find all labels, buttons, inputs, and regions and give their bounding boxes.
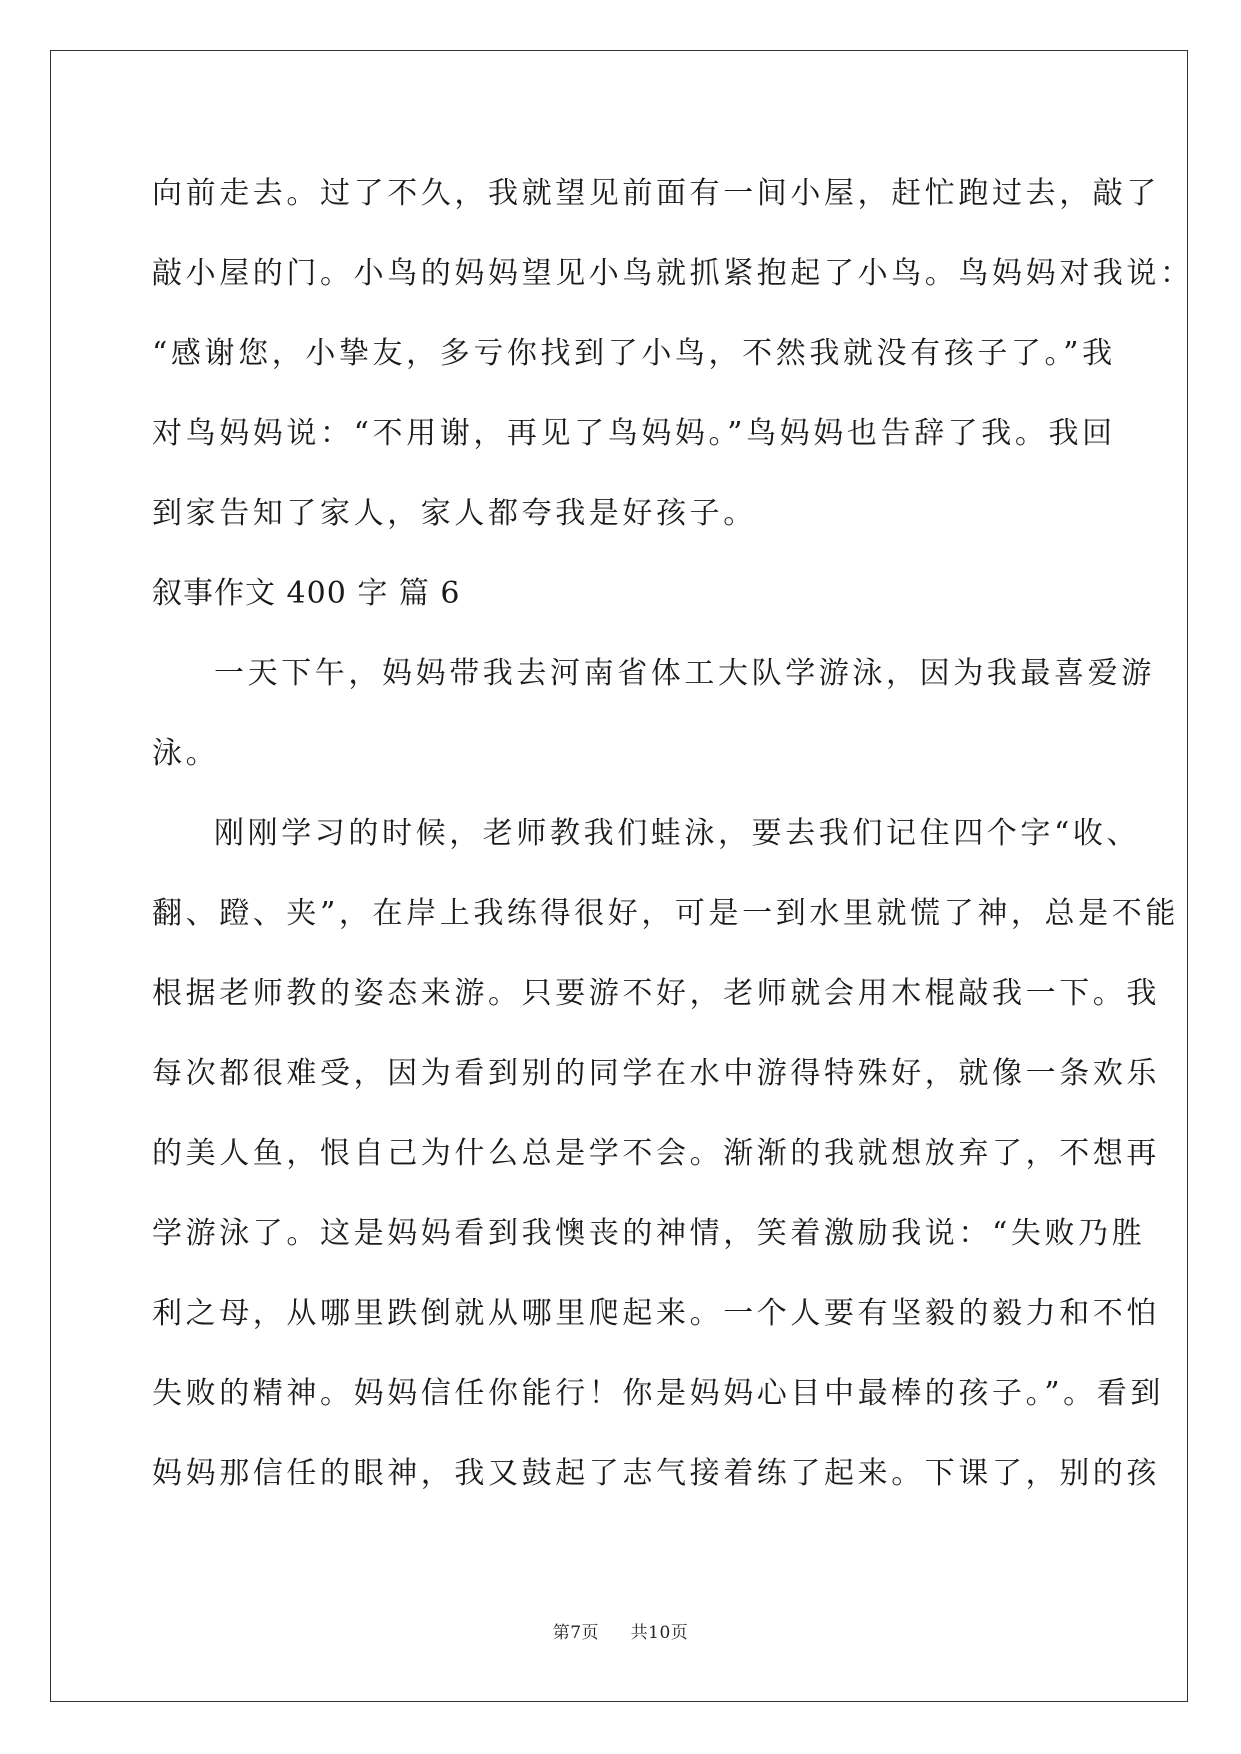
text-line: 学游泳了。这是妈妈看到我懊丧的神情，笑着激励我说：“失败乃胜 — [152, 1216, 1146, 1251]
text-line: 到家告知了家人，家人都夸我是好孩子。 — [152, 496, 757, 531]
text-line: 翻、蹬、夹”，在岸上我练得很好，可是一到水里就慌了神，总是不能 — [152, 896, 1179, 931]
document-body — [152, 154, 1194, 1514]
page-number: 第7页 — [552, 1623, 600, 1643]
text-line: 妈妈那信任的眼神，我又鼓起了志气接着练了起来。下课了，别的孩 — [152, 1456, 1160, 1491]
text-line: 对鸟妈妈说：“不用谢，再见了鸟妈妈。”鸟妈妈也告辞了我。我回 — [152, 416, 1116, 451]
text-line: 向前走去。过了不久，我就望见前面有一间小屋，赶忙跑过去，敲了 — [152, 176, 1160, 211]
paragraph-first-line: 刚刚学习的时候，老师教我们蛙泳，要去我们记住四个字“收、 — [214, 816, 1141, 851]
text-line: 泳。 — [152, 736, 220, 771]
paragraph-first-line: 一天下午，妈妈带我去河南省体工大队学游泳，因为我最喜爱游 — [214, 656, 1155, 691]
text-line: 每次都很难受，因为看到别的同学在水中游得特殊好，就像一条欢乐 — [152, 1056, 1160, 1091]
text-line: 失败的精神。妈妈信任你能行！你是妈妈心目中最棒的孩子。”。看到 — [152, 1376, 1164, 1411]
text-line: 敲小屋的门。小鸟的妈妈望见小鸟就抓紧抱起了小鸟。鸟妈妈对我说： — [152, 256, 1194, 291]
text-line: 根据老师教的姿态来游。只要游不好，老师就会用木棍敲我一下。我 — [152, 976, 1160, 1011]
text-line: “感谢您，小挚友，多亏你找到了小鸟，不然我就没有孩子了。”我 — [152, 336, 1116, 371]
section-heading: 叙事作文 400 字 篇 6 — [152, 576, 461, 611]
page-total: 共10页 — [630, 1623, 689, 1643]
text-line: 的美人鱼，恨自己为什么总是学不会。渐渐的我就想放弃了，不想再 — [152, 1136, 1160, 1171]
page-footer — [0, 1618, 1241, 1643]
text-line: 利之母，从哪里跌倒就从哪里爬起来。一个人要有坚毅的毅力和不怕 — [152, 1296, 1160, 1331]
